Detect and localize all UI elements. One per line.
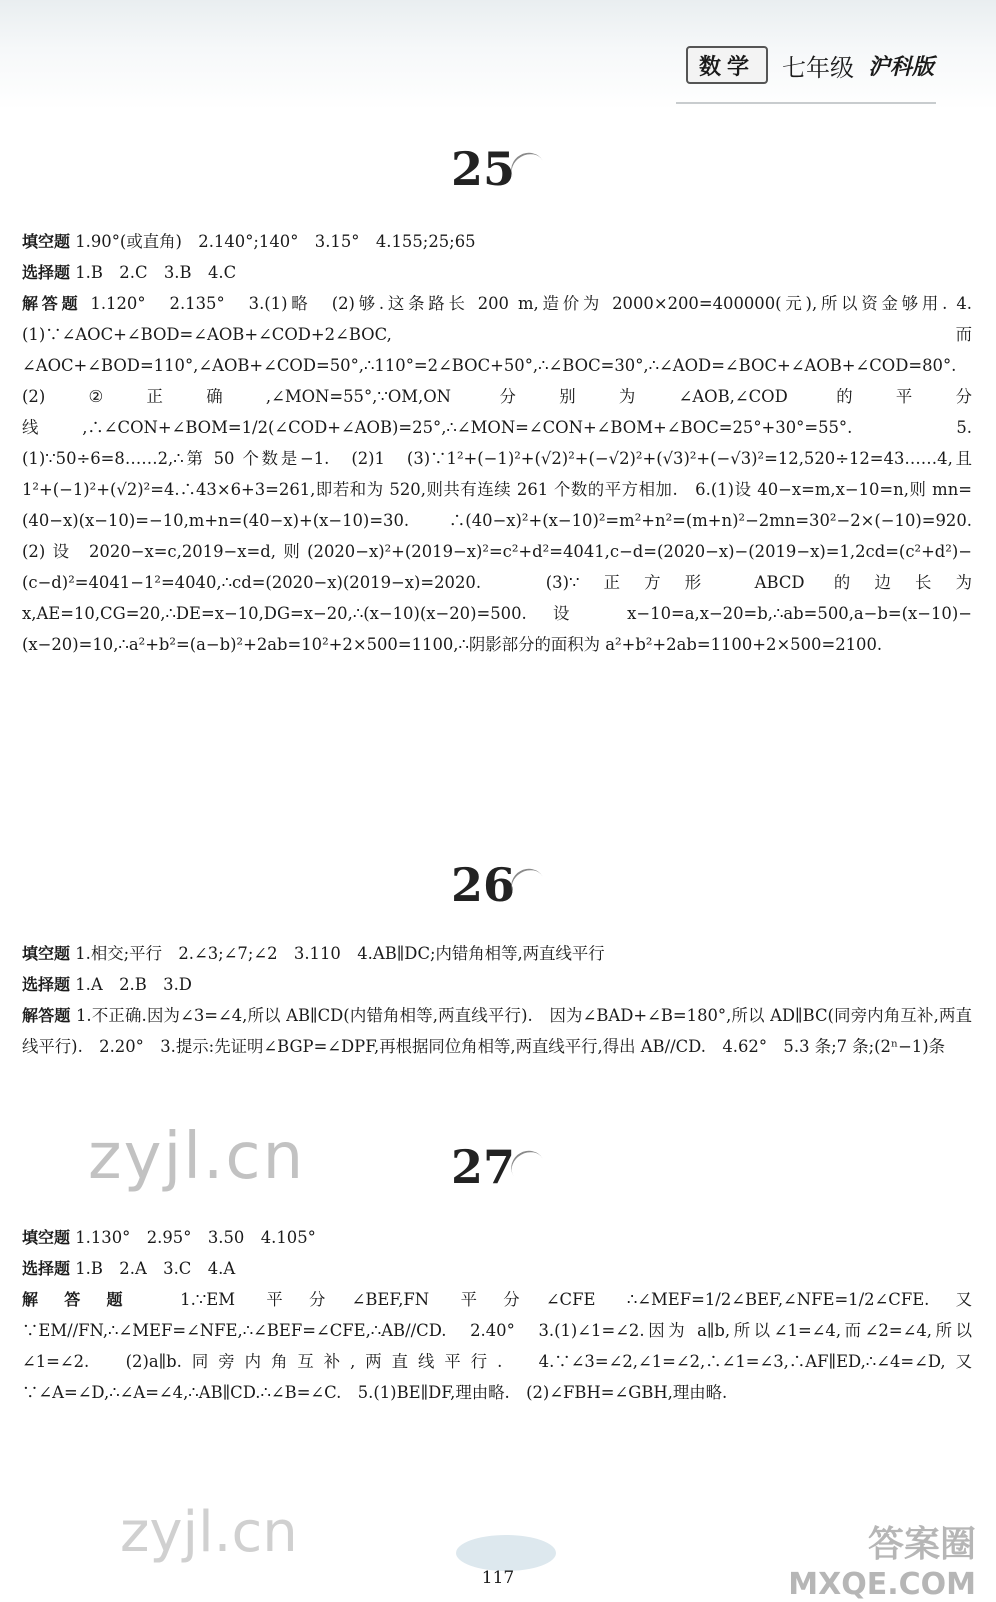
logo-brand: 答案圈	[867, 1524, 976, 1565]
subject-badge: 数学	[686, 46, 768, 84]
answer-type-label: 解答题	[22, 1290, 149, 1309]
answer-text: 1.B 2.C 3.B 4.C	[75, 263, 237, 282]
section-27-answers	[22, 1222, 972, 1408]
answer-text: 1.90°(或直角) 2.140°;140° 3.15° 4.155;25;65	[75, 232, 476, 251]
logo-url: MXQE.COM	[788, 1567, 976, 1602]
section-number-text: 26	[450, 858, 515, 912]
section-26-answers	[22, 938, 972, 1062]
section-number-text: 27	[450, 1140, 515, 1194]
section-number-25	[0, 142, 996, 196]
answer-text: 1.不正确.因为∠3=∠4,所以 AB∥CD(内错角相等,两直线平行). 因为∠BAD+∠B=180°,所以 AD∥BC(同旁内角互补,两直线平行). 2.20° 3.提示:先证明∠BGP=∠DPF,再根据同位角相等,两直线平行,得出 AB//CD. 4.62° 5.3 条;7 条;(2ⁿ−1)条	[22, 1006, 972, 1056]
page-number: 117	[481, 1568, 515, 1588]
answer-type-label: 选择题	[22, 263, 71, 282]
answer-line	[22, 1253, 972, 1284]
watermark: zyjl.cn	[88, 1120, 306, 1194]
answer-line	[22, 1000, 972, 1062]
corner-logo	[746, 1516, 976, 1602]
answer-text: 1.B 2.A 3.C 4.A	[75, 1259, 236, 1278]
page-header	[686, 46, 934, 84]
answer-line	[22, 226, 972, 257]
dolphin-icon	[456, 1535, 556, 1571]
answer-type-label: 填空题	[22, 944, 71, 963]
answer-type-label: 解答题	[22, 294, 82, 313]
section-number-26	[0, 858, 996, 912]
answer-type-label: 选择题	[22, 975, 71, 994]
answer-line	[22, 257, 972, 288]
answer-line	[22, 1222, 972, 1253]
answer-type-label: 解答题	[22, 1006, 71, 1025]
answer-line	[22, 938, 972, 969]
section-25-answers	[22, 226, 989, 660]
answer-text: 1.相交;平行 2.∠3;∠7;∠2 3.110 4.AB∥DC;内错角相等,两直线平行	[75, 944, 605, 963]
section-number-text: 25	[450, 142, 515, 196]
section-number-27	[0, 1140, 996, 1194]
answer-line	[22, 1284, 972, 1408]
answer-type-label: 选择题	[22, 1259, 71, 1278]
answer-text: 1.A 2.B 3.D	[75, 975, 192, 994]
answer-line	[22, 969, 972, 1000]
answer-type-label: 填空题	[22, 232, 71, 251]
answer-text: 1.130° 2.95° 3.50 4.105°	[75, 1228, 316, 1247]
answer-text: 1.∵EM 平分∠BEF,FN 平分∠CFE ∴∠MEF=1/2∠BEF,∠NFE=1/2∠CFE.又∵EM//FN,∴∠MEF=∠NFE,∴∠BEF=∠CFE,∴AB//CD. 2.40° 3.(1)∠1=∠2.因为 a∥b,所以∠1=∠4,而∠2=∠4,所以∠1=∠2. (2)a∥b.同旁内角互补,两直线平行. 4.∵∠3=∠2,∠1=∠2,∴∠1=∠3,∴AF∥ED,∴∠4=∠D,又∵∠A=∠D,∴∠A=∠4,∴AB∥CD.∴∠B=∠C. 5.(1)BE∥DF,理由略. (2)∠FBH=∠GBH,理由略.	[22, 1290, 972, 1402]
watermark-bottom: zyjl.cn	[120, 1500, 298, 1565]
answer-line	[22, 288, 989, 660]
edition-label: 沪科版	[867, 53, 934, 80]
answer-type-label: 填空题	[22, 1228, 71, 1247]
answer-text: 1.120° 2.135° 3.(1)略 (2)够.这条路长 200 m,造价为 2000×200=400000(元),所以资金够用. 4.(1)∵∠AOC+∠BOD=∠AOB+∠COD+2∠BOC,而∠AOC+∠BOD=110°,∠AOB+∠COD=50°,∴110°=2∠BOC+50°,∴∠BOC=30°,∴∠AOD=∠BOC+∠AOB+∠COD=80°. (2)②正确,∠MON=55°,∵OM,ON 分别为∠AOB,∠COD 的平分线,∴∠CON+∠BOM=1/2(∠COD+∠AOB)=25°,∴∠MON=∠CON+∠BOM+∠BOC=25°+30°=55°. 5.(1)∵50÷6=8……2,∴第 50 个数是−1. (2)1 (3)∵1²+(−1)²+(√2)²+(−√2)²+(√3)²+(−√3)²=12,520÷12=43……4,且 1²+(−1)²+(√2)²=4.∴43×6+3=261,即若和为 520,则共有连续 261 个数的平方相加. 6.(1)设 40−x=m,x−10=n,则 mn=(40−x)(x−10)=−10,m+n=(40−x)+(x−10)=30. ∴(40−x)²+(x−10)²=m²+n²=(m+n)²−2mn=30²−2×(−10)=920. (2)设 2020−x=c,2019−x=d,则(2020−x)²+(2019−x)²=c²+d²=4041,c−d=(2020−x)−(2019−x)=1,2cd=(c²+d²)−(c−d)²=4041−1²=4040,∴cd=(2020−x)(2019−x)=2020. (3)∵正方形 ABCD 的边长为 x,AE=10,CG=20,∴DE=x−10,DG=x−20,∴(x−10)(x−20)=500.设 x−10=a,x−20=b,∴ab=500,a−b=(x−10)−(x−20)=10,∴a²+b²=(a−b)²+2ab=10²+2×500=1100,∴阴影部分的面积为 a²+b²+2ab=1100+2×500=2100.	[22, 294, 989, 654]
grade-label: 七年级	[781, 53, 854, 82]
